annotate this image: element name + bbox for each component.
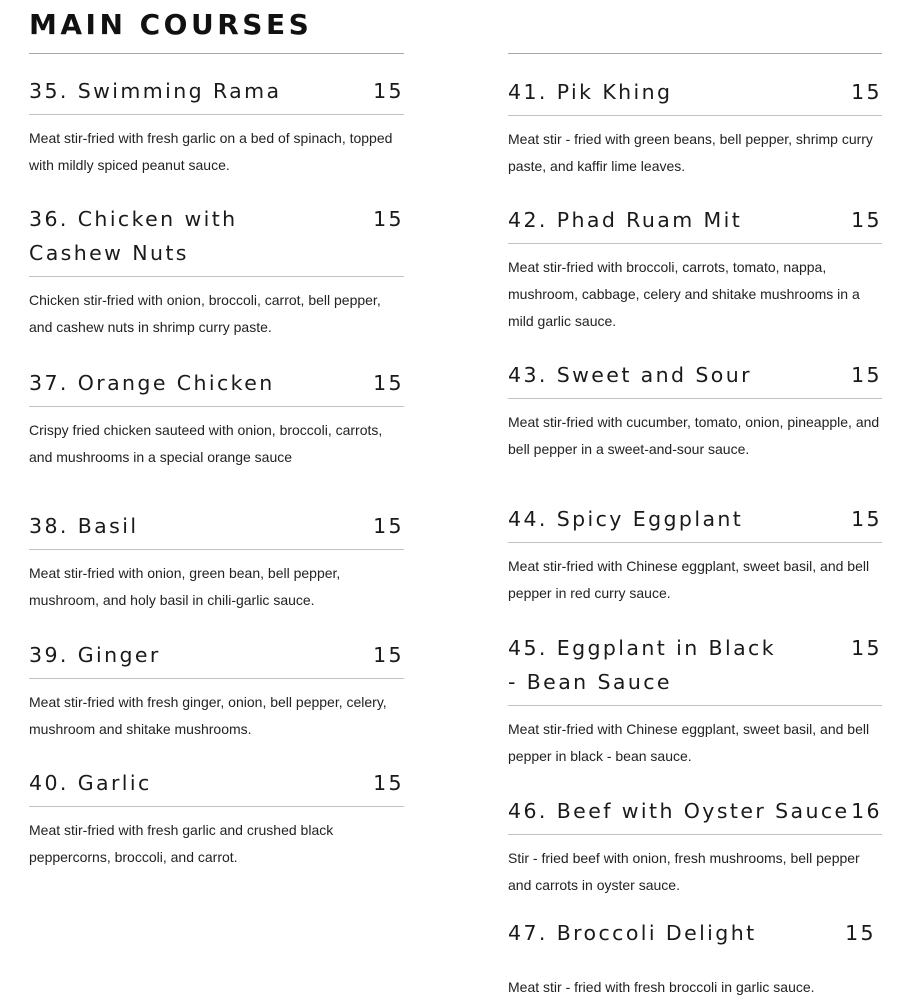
menu-item-description: Crispy fried chicken sauteed with onion, broccoli, carrots, and mushrooms in a special orange sauce [29,422,383,465]
menu-item-name: 45. Eggplant in Black - Bean Sauce [508,636,776,694]
menu-item-description: Meat stir-fried with Chinese eggplant, sweet basil, and bell pepper in black - bean sauce. [508,721,870,764]
menu-item-name: 39. Ginger [29,643,161,667]
menu-item-divider [508,243,882,244]
menu-item-divider [29,276,404,277]
menu-item-divider [29,806,404,807]
menu-item-price: 15 [373,771,404,795]
menu-item-divider [508,705,882,706]
menu-item [29,766,404,871]
menu-item-divider [508,834,882,835]
menu-item-price: 15 [851,208,882,232]
menu-item-name: 42. Phad Ruam Mit [508,208,743,232]
menu-item [508,358,882,463]
menu-item [29,509,404,614]
menu-item-price: 16 [851,799,882,823]
menu-item-price: 15 [373,207,404,231]
menu-item-name: 47. Broccoli Delight [508,921,757,945]
menu-item [508,631,882,770]
menu-item-name: 46. Beef with Oyster Sauce [508,799,850,823]
menu-item [508,502,882,607]
menu-item-name: 35. Swimming Rama [29,79,282,103]
title-divider-left [29,53,404,54]
menu-item [508,916,882,1001]
menu-item-description: Meat stir-fried with cucumber, tomato, onion, pineapple, and bell pepper in a sweet-and-sour sauce. [508,414,880,457]
menu-item [29,74,404,179]
menu-item-description: Meat stir - fried with fresh broccoli in garlic sauce. [508,979,815,995]
menu-item-description: Chicken stir-fried with onion, broccoli, carrot, bell pepper, and cashew nuts in shrimp curry paste. [29,292,381,335]
menu-item-description: Meat stir-fried with Chinese eggplant, sweet basil, and bell pepper in red curry sauce. [508,558,870,601]
menu-item-description: Stir - fried beef with onion, fresh mushrooms, bell pepper and carrots in oyster sauce. [508,850,860,893]
menu-item-description: Meat stir-fried with broccoli, carrots, tomato, nappa, mushroom, cabbage, celery and shitake mushrooms in a mild garlic sauce. [508,259,860,329]
title-divider-right [508,53,882,54]
menu-item [29,366,404,471]
menu-item-description: Meat stir-fried with fresh ginger, onion, bell pepper, celery, mushroom and shitake mushrooms. [29,694,387,737]
menu-item-price: 15 [373,514,404,538]
menu-item [29,202,404,341]
menu-item-divider [508,398,882,399]
menu-item-name: 37. Orange Chicken [29,371,275,395]
menu-item-description: Meat stir-fried with fresh garlic on a bed of spinach, topped with mildly spiced peanut sauce. [29,130,393,173]
menu-item-price: 15 [373,79,404,103]
menu-item-price: 15 [851,80,882,104]
menu-item-price: 15 [373,371,404,395]
page-title: MAIN COURSES [29,8,313,41]
menu-item [29,638,404,743]
menu-item-price: 15 [845,921,876,945]
menu-item [508,75,882,180]
menu-item-description: Meat stir - fried with green beans, bell pepper, shrimp curry paste, and kaffir lime leaves. [508,131,873,174]
menu-item-name: 36. Chicken with Cashew Nuts [29,207,238,265]
menu-item-name: 43. Sweet and Sour [508,363,752,387]
menu-item-name: 40. Garlic [29,771,152,795]
menu-item-divider [508,115,882,116]
menu-item [508,203,882,335]
menu-item-price: 15 [851,636,882,660]
menu-item-divider [508,542,882,543]
menu-item-divider [29,114,404,115]
menu-item [508,794,882,899]
menu-item-price: 15 [373,643,404,667]
menu-item-description: Meat stir-fried with fresh garlic and crushed black peppercorns, broccoli, and carrot. [29,822,334,865]
menu-item-divider [29,549,404,550]
menu-item-description: Meat stir-fried with onion, green bean, bell pepper, mushroom, and holy basil in chili-garlic sauce. [29,565,341,608]
menu-item-name: 38. Basil [29,514,139,538]
menu-item-name: 44. Spicy Eggplant [508,507,744,531]
menu-item-divider [29,406,404,407]
menu-item-name: 41. Pik Khing [508,80,673,104]
menu-item-price: 15 [851,363,882,387]
menu-item-price: 15 [851,507,882,531]
menu-item-divider [29,678,404,679]
